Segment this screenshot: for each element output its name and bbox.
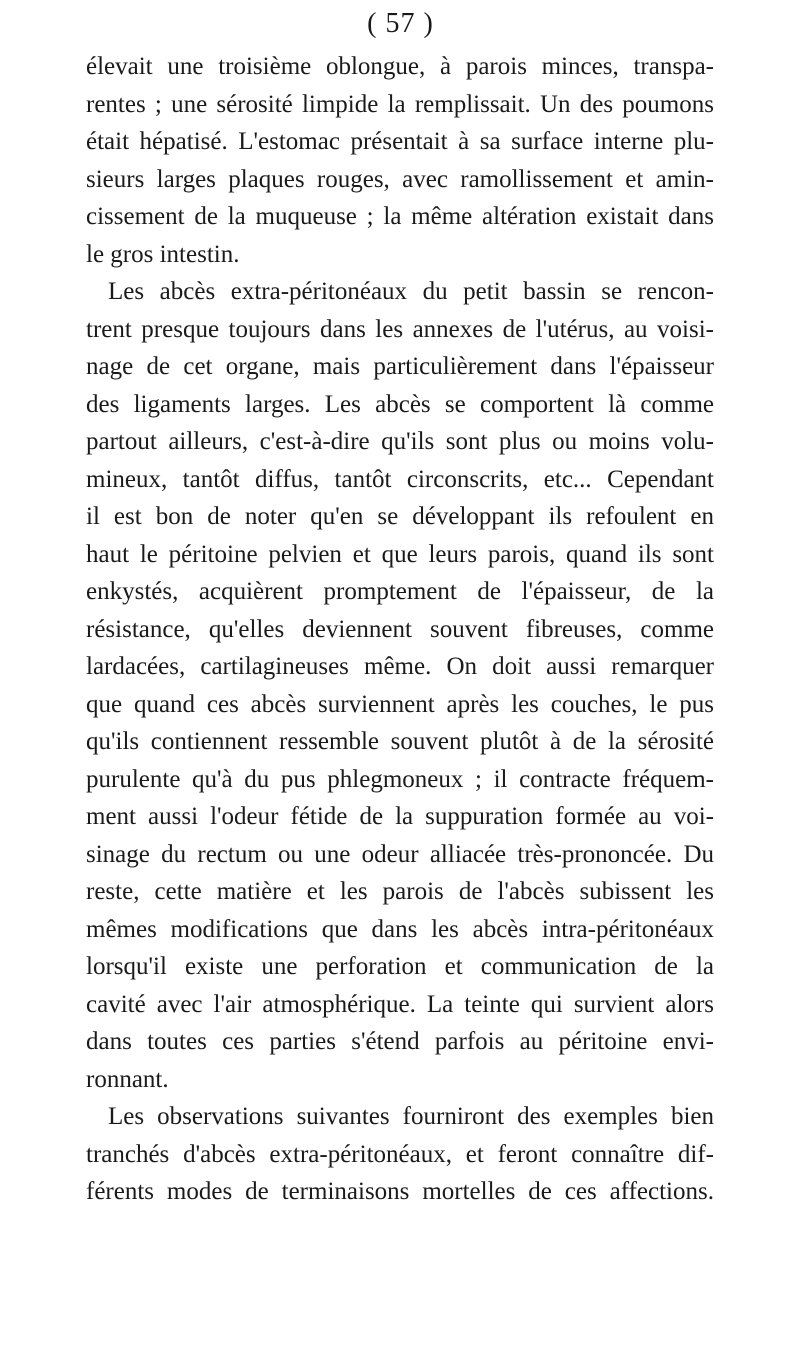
- text-line: qu'ils contiennent ressemble souvent plutôt à de la sérosité: [86, 728, 714, 755]
- text-line: cavité avec l'air atmosphérique. La teinte qui survient alors: [86, 990, 714, 1018]
- text-line: il est bon de noter qu'en se développant ils refoulent en: [86, 503, 714, 530]
- text-line: que quand ces abcès surviennent après les couches, le pus: [86, 690, 714, 718]
- text-line: mineux, tantôt diffus, tantôt circonscrits, etc... Cependant: [86, 465, 714, 493]
- body-text: [86, 48, 714, 1211]
- text-line: élevait une troisième oblongue, à parois minces, transpa-: [86, 53, 714, 80]
- text-line: résistance, qu'elles deviennent souvent fibreuses, comme: [86, 615, 714, 643]
- text-line: des ligaments larges. Les abcès se comportent là comme: [86, 390, 714, 418]
- page-number: ( 57 ): [367, 8, 434, 39]
- text-line: ronnant.: [86, 1065, 169, 1093]
- paragraph-1: [86, 48, 714, 273]
- text-line: reste, cette matière et les parois de l'abcès subissent les: [86, 878, 714, 905]
- text-line: Les abcès extra-péritonéaux du petit bassin se rencon-: [108, 278, 714, 305]
- text-line: mêmes modifications que dans les abcès intra-péritonéaux: [86, 915, 714, 943]
- text-line: Les observations suivantes fourniront des exemples bien: [108, 1103, 714, 1130]
- text-line: sinage du rectum ou une odeur alliacée très-prononcée. Du: [86, 840, 714, 868]
- text-line: sieurs larges plaques rouges, avec ramollissement et amin-: [86, 165, 714, 193]
- text-line: enkystés, acquièrent promptement de l'épaisseur, de la: [86, 578, 714, 605]
- text-line: ment aussi l'odeur fétide de la suppuration formée au voi-: [86, 803, 714, 830]
- text-line: férents modes de terminaisons mortelles de ces affections.: [86, 1178, 714, 1205]
- text-line: rentes ; une sérosité limpide la remplissait. Un des poumons: [86, 90, 714, 118]
- text-line: le gros intestin.: [86, 240, 240, 268]
- text-line: trent presque toujours dans les annexes de l'utérus, au voisi-: [86, 315, 714, 343]
- text-line: partout ailleurs, c'est-à-dire qu'ils sont plus ou moins volu-: [86, 428, 714, 455]
- text-line: lardacées, cartilagineuses même. On doit aussi remarquer: [86, 653, 714, 680]
- text-line: cissement de la muqueuse ; la même altération existait dans: [86, 203, 714, 230]
- text-line: lorsqu'il existe une perforation et communication de la: [86, 953, 714, 980]
- text-line: tranchés d'abcès extra-péritonéaux, et feront connaître dif-: [86, 1140, 714, 1168]
- paragraph-3: [86, 1098, 714, 1211]
- text-line: nage de cet organe, mais particulièrement dans l'épaisseur: [86, 353, 714, 380]
- paragraph-2: [86, 273, 714, 1098]
- text-line: dans toutes ces parties s'étend parfois au péritoine envi-: [86, 1028, 714, 1055]
- text-line: était hépatisé. L'estomac présentait à sa surface interne plu-: [86, 128, 714, 155]
- text-line: haut le péritoine pelvien et que leurs parois, quand ils sont: [86, 540, 714, 568]
- text-line: purulente qu'à du pus phlegmoneux ; il contracte fréquem-: [86, 765, 714, 793]
